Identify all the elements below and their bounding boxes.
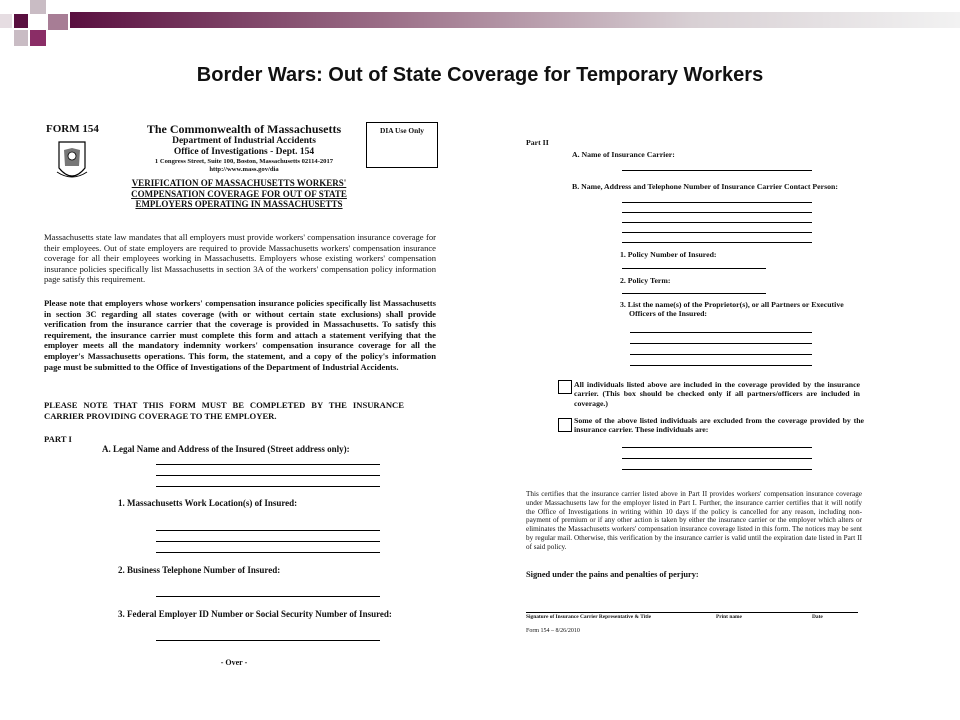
office-name: Office of Investigations - Dept. 154: [173, 147, 315, 157]
carrier-contact-line[interactable]: [622, 242, 812, 243]
form-revision-date: Form 154 – 8/26/2010: [526, 628, 580, 634]
part1-heading: PART I: [44, 434, 72, 444]
form-heading-line: VERIFICATION OF MASSACHUSETTS WORKERS': [131, 178, 347, 188]
all-included-checkbox[interactable]: [558, 380, 572, 394]
intro-paragraph: Massachusetts state law mandates that all employers must provide workers' compensation insurance coverage for their employees. Out of state employers are required to provide Massachusetts workers' compensation insurance coverage for all their employees working in Massachusetts. Employers whose existing workers' compensation insurance policies specifically list Massachusetts in section 3A of the workers' compensation policy information page satisfy this requirement.: [44, 232, 436, 285]
business-phone-label: 2. Business Telephone Number of Insured:: [118, 565, 281, 575]
business-phone-line[interactable]: [156, 596, 380, 597]
slide-title: Border Wars: Out of State Coverage for Temporary Workers: [196, 64, 764, 86]
policy-number-label: 1. Policy Number of Insured:: [620, 250, 717, 259]
form-heading: [114, 178, 364, 210]
signature-caption: Signature of Insurance Carrier Representative & Title: [526, 614, 651, 620]
certification-paragraph: This certifies that the insurance carrier listed above in Part II provides workers' compensation insurance coverage under Massachusetts law for the employer listed in Part I. Further, the insurance carrier certifies that it will notify the Office of Investigations in writing within 10 days if the policy is cancelled for any reason, including non-payment of premium or if any other action is taken by either the insurance carrier or the employer which alters or eliminates the Massachusetts workers' compensation insurance coverage listed in this form. The notices may be sent by regular mail. Otherwise, this verification by the insurance carrier is valid until the expiration date listed in Part II of said policy.: [526, 490, 862, 551]
legal-name-line[interactable]: [156, 486, 380, 487]
print-name-caption: Print name: [716, 614, 742, 620]
work-location-line[interactable]: [156, 541, 380, 542]
deco-square: [30, 30, 46, 46]
deco-square: [48, 14, 68, 30]
form-page-left: [44, 122, 440, 672]
carrier-contact-line[interactable]: [622, 232, 812, 233]
department-name: Department of Industrial Accidents: [172, 136, 316, 146]
legal-name-line[interactable]: [156, 464, 380, 465]
signed-label: Signed under the pains and penalties of perjury:: [526, 570, 699, 579]
dia-use-only-label: DIA Use Only: [380, 126, 424, 135]
form-heading-line: EMPLOYERS OPERATING IN MASSACHUSETTS: [135, 199, 343, 210]
deco-square: [0, 14, 12, 28]
excluded-line[interactable]: [622, 447, 812, 448]
massachusetts-seal-icon: [54, 138, 90, 186]
carrier-notice: PLEASE NOTE THAT THIS FORM MUST BE COMPLETED BY THE INSURANCE CARRIER PROVIDING COVERAGE TO THE EMPLOYER.: [44, 400, 404, 421]
over-label: - Over -: [220, 658, 248, 667]
work-location-line[interactable]: [156, 530, 380, 531]
carrier-contact-line[interactable]: [622, 212, 812, 213]
deco-square: [14, 30, 28, 46]
policy-term-label: 2. Policy Term:: [620, 276, 671, 285]
carrier-contact-line[interactable]: [622, 222, 812, 223]
form-number: FORM 154: [46, 123, 99, 135]
date-caption: Date: [812, 614, 823, 620]
deco-square: [14, 14, 28, 28]
part2-heading: Part II: [526, 138, 549, 147]
section-3c-paragraph: Please note that employers whose workers' compensation insurance policies specifically list Massachusetts in section 3C regarding all states coverage (with or without certain state exclusions) shall provide verification from the insurance carrier that the coverage is provided in Massachusetts. To satisfy this requirement, the insurance carrier must complete this form and attach a statement verifying that the employer meets all the mandatory indemnity workers' compensation insurance coverage for all the employer's Massachusetts operations. This form, the statement, and a copy of the policy's information page must be submitted to the Office of Investigations of the Department of Industrial Accidents.: [44, 298, 436, 372]
decorative-header: [0, 0, 960, 50]
commonwealth-heading: The Commonwealth of Massachusetts: [146, 122, 342, 136]
legal-name-line[interactable]: [156, 475, 380, 476]
excluded-line[interactable]: [622, 469, 812, 470]
work-location-label: 1. Massachusetts Work Location(s) of Insured:: [118, 498, 298, 508]
work-location-line[interactable]: [156, 552, 380, 553]
office-url: http://www.mass.gov/dia: [209, 166, 279, 173]
officers-line[interactable]: [630, 343, 812, 344]
fein-line[interactable]: [156, 640, 380, 641]
carrier-name-label: A. Name of Insurance Carrier:: [572, 150, 675, 159]
policy-number-line[interactable]: [622, 268, 766, 269]
officers-line[interactable]: [630, 365, 812, 366]
deco-square: [30, 0, 46, 14]
header-gradient-bar: [70, 12, 960, 28]
officers-label-line2: Officers of the Insured:: [629, 309, 708, 318]
fein-label: 3. Federal Employer ID Number or Social Security Number of Insured:: [118, 609, 392, 619]
officers-line[interactable]: [630, 332, 812, 333]
carrier-contact-line[interactable]: [622, 202, 812, 203]
officers-line[interactable]: [630, 354, 812, 355]
office-address: 1 Congress Street, Suite 100, Boston, Massachusetts 02114-2017: [154, 158, 334, 165]
some-excluded-text: Some of the above listed individuals are excluded from the coverage provided by the insurance carrier. These individuals are:: [574, 416, 864, 435]
excluded-line[interactable]: [622, 458, 812, 459]
legal-name-label: A. Legal Name and Address of the Insured (Street address only):: [102, 444, 350, 454]
policy-term-line[interactable]: [622, 293, 766, 294]
carrier-name-line[interactable]: [622, 170, 812, 171]
form-page-right: [526, 138, 866, 638]
carrier-contact-label: B. Name, Address and Telephone Number of Insurance Carrier Contact Person:: [572, 182, 838, 191]
form-heading-line: COMPENSATION COVERAGE FOR OUT OF STATE: [131, 188, 347, 199]
signature-line[interactable]: [526, 612, 858, 613]
officers-label-line1: 3. List the name(s) of the Proprietor(s), or all Partners or Executive: [620, 300, 844, 309]
some-excluded-checkbox[interactable]: [558, 418, 572, 432]
dia-use-only-box: [366, 122, 438, 168]
all-included-text: All individuals listed above are included in the coverage provided by the insurance carrier. (This box should be checked only if all partners/officers are included in coverage.): [574, 380, 860, 408]
